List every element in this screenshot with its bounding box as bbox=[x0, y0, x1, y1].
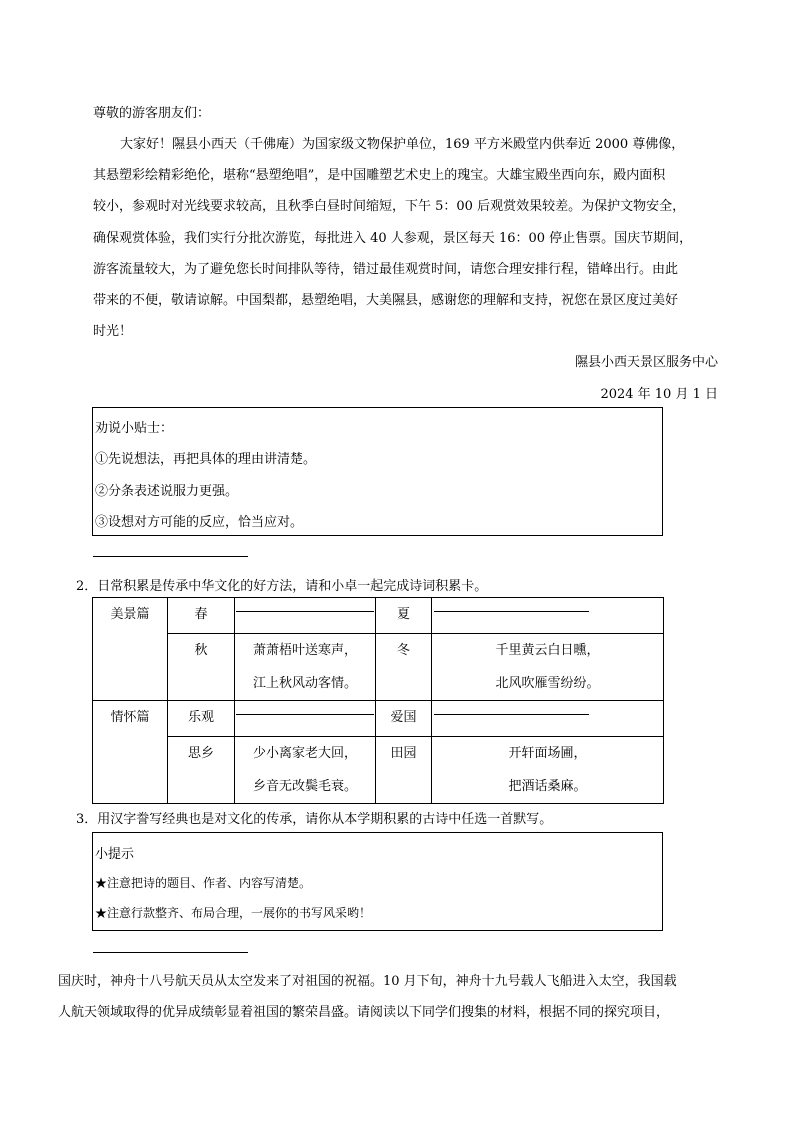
tip-item: ②分条表述说服力更强。 bbox=[95, 484, 239, 499]
blank-line[interactable] bbox=[434, 611, 589, 612]
spring-label: 春 bbox=[168, 598, 235, 634]
hint-item: ★注意行款整齐、布局合理，一展你的书写风采哟！ bbox=[95, 906, 372, 920]
notice-line: 大家好！隰县小西天（千佛庵）为国家级文物保护单位，169 平方米殿堂内供奉近 2000 尊佛像， bbox=[120, 137, 685, 152]
homesick-poem: 少小离家老大回， 乡音无改鬓毛衰。 bbox=[235, 737, 376, 804]
q2-prompt: 2．日常积累是传承中华文化的好方法，请和小卓一起完成诗词积累卡。 bbox=[76, 579, 488, 594]
answer-line[interactable] bbox=[93, 952, 248, 953]
notice-signature: 隰县小西天景区服务中心 bbox=[574, 355, 718, 370]
tip-item: ③设想对方可能的反应，恰当应对。 bbox=[95, 515, 304, 530]
homesick-label: 思乡 bbox=[168, 737, 235, 804]
notice-line: 其悬塑彩绘精彩绝伦，堪称“悬塑绝唱”，是中国雕塑艺术史上的瑰宝。大雄宝殿坐西向东，殿内面积 bbox=[93, 168, 666, 183]
pastoral-label: 田园 bbox=[376, 737, 432, 804]
optimism-label: 乐观 bbox=[168, 701, 235, 737]
winter-label: 冬 bbox=[376, 634, 432, 701]
hint-item: ★注意把诗的题目、作者、内容写清楚。 bbox=[95, 876, 312, 890]
winter-poem: 千里黄云白日曛， 北风吹雁雪纷纷。 bbox=[432, 634, 664, 701]
passage-line: 人航天领域取得的优异成绩彰显着祖国的繁荣昌盛。请阅读以下同学们搜集的材料，根据不同的探究项目， bbox=[58, 1005, 670, 1020]
optimism-answer[interactable] bbox=[235, 701, 376, 737]
patriotism-answer[interactable] bbox=[432, 701, 664, 737]
pastoral-poem: 开轩面场圃， 把酒话桑麻。 bbox=[432, 737, 664, 804]
blank-line[interactable] bbox=[236, 714, 374, 715]
blank-line[interactable] bbox=[236, 611, 374, 612]
poem-accumulation-card bbox=[92, 597, 664, 804]
passage-line: 国庆时，神舟十八号航天员从太空发来了对祖国的祝福。10 月下旬，神舟十九号载人飞船进入太空，我国载 bbox=[58, 974, 677, 989]
notice-line: 时光！ bbox=[93, 324, 133, 339]
autumn-label: 秋 bbox=[168, 634, 235, 701]
notice-greeting: 尊敬的游客朋友们： bbox=[93, 106, 211, 121]
notice-line: 确保观赏体验，我们实行分批次游览，每批进入 40 人参观，景区每天 16：00 停止售票。国庆节期间， bbox=[93, 231, 693, 246]
tip-item: ①先说想法，再把具体的理由讲清楚。 bbox=[95, 452, 317, 467]
autumn-poem: 萧萧梧叶送寒声， 江上秋风动客情。 bbox=[235, 634, 376, 701]
notice-date: 2024 年 10 月 1 日 bbox=[600, 387, 718, 402]
hint-title: 小提示 bbox=[95, 847, 135, 862]
notice-line: 较小，参观时对光线要求较高，且秋季白昼时间缩短，下午 5：00 后观赏效果较差。为保护文物安全， bbox=[93, 199, 686, 214]
scenery-category: 美景篇 bbox=[93, 598, 168, 701]
blank-line[interactable] bbox=[434, 714, 589, 715]
summer-answer[interactable] bbox=[432, 598, 664, 634]
answer-line[interactable] bbox=[93, 556, 248, 557]
patriotism-label: 爱国 bbox=[376, 701, 432, 737]
notice-line: 带来的不便，敬请谅解。中国梨都，悬塑绝唱，大美隰县，感谢您的理解和支持，祝您在景区度过美好 bbox=[93, 293, 679, 308]
persuasion-tips-box bbox=[92, 407, 663, 536]
notice-line: 游客流量较大，为了避免您长时间排队等待，错过最佳观赏时间，请您合理安排行程，错峰出行。由此 bbox=[93, 262, 679, 277]
tips-title: 劝说小贴士： bbox=[95, 421, 174, 436]
writing-hint-box bbox=[92, 832, 663, 931]
q3-prompt: 3．用汉字誊写经典也是对文化的传承，请你从本学期积累的古诗中任选一首默写。 bbox=[76, 812, 553, 827]
spring-answer[interactable] bbox=[235, 598, 376, 634]
summer-label: 夏 bbox=[376, 598, 432, 634]
feeling-category: 情怀篇 bbox=[93, 701, 168, 804]
